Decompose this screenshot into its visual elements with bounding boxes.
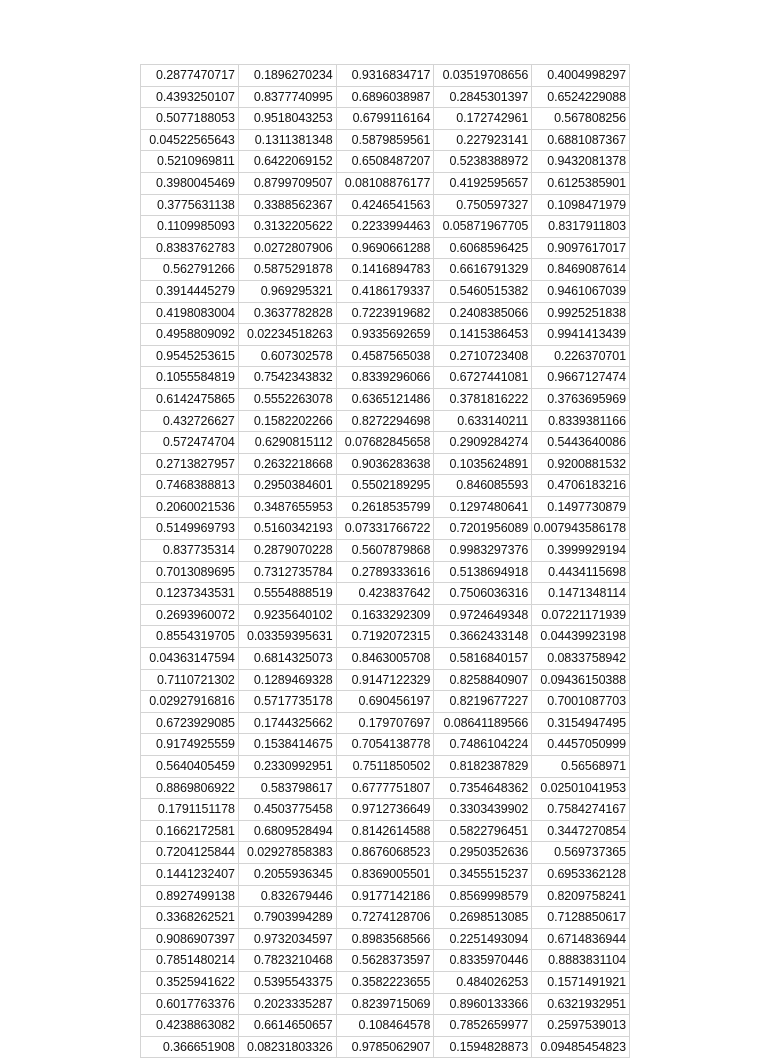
table-cell[interactable]: 0.1098471979: [532, 194, 630, 216]
table-cell[interactable]: 0.8554319705: [141, 626, 239, 648]
table-cell[interactable]: 0.7354648362: [434, 777, 532, 799]
table-cell[interactable]: 0.1471348114: [532, 583, 630, 605]
table-cell[interactable]: 0.0833758942: [532, 648, 630, 670]
table-cell[interactable]: 0.9316834717: [336, 65, 434, 87]
table-cell[interactable]: 0.2618535799: [336, 496, 434, 518]
table-cell[interactable]: 0.2330992951: [238, 756, 336, 778]
table-cell[interactable]: 0.4186179337: [336, 280, 434, 302]
data-table: [140, 64, 630, 1058]
table-cell[interactable]: 0.6714836944: [532, 928, 630, 950]
table-cell[interactable]: 0.5443640086: [532, 432, 630, 454]
table-cell[interactable]: 0.7274128706: [336, 907, 434, 929]
table-cell[interactable]: 0.8676068523: [336, 842, 434, 864]
table-cell[interactable]: 0.9174925559: [141, 734, 239, 756]
table-row: [141, 734, 630, 756]
table-cell[interactable]: 0.8927499138: [141, 885, 239, 907]
table-cell[interactable]: 0.3637782828: [238, 302, 336, 324]
table-cell[interactable]: 0.9235640102: [238, 604, 336, 626]
table-cell[interactable]: 0.08108876177: [336, 172, 434, 194]
table-cell[interactable]: 0.9177142186: [336, 885, 434, 907]
table-cell[interactable]: 0.7001087703: [532, 691, 630, 713]
table-cell[interactable]: 0.5460515382: [434, 280, 532, 302]
table-cell[interactable]: 0.1055584819: [141, 367, 239, 389]
table-cell[interactable]: 0.846085593: [434, 475, 532, 497]
table-cell[interactable]: 0.04522565643: [141, 129, 239, 151]
table-cell[interactable]: 0.9732034597: [238, 928, 336, 950]
table-cell[interactable]: 0.8960133366: [434, 993, 532, 1015]
table-cell[interactable]: 0.750597327: [434, 194, 532, 216]
table-cell[interactable]: 0.690456197: [336, 691, 434, 713]
table-cell[interactable]: 0.3914445279: [141, 280, 239, 302]
table-row: [141, 453, 630, 475]
table-cell[interactable]: 0.366651908: [141, 1036, 239, 1058]
table-cell[interactable]: 0.8883831104: [532, 950, 630, 972]
table-cell[interactable]: 0.03519708656: [434, 65, 532, 87]
table-cell[interactable]: 0.4198083004: [141, 302, 239, 324]
table-cell[interactable]: 0.8239715069: [336, 993, 434, 1015]
table-cell[interactable]: 0.484026253: [434, 971, 532, 993]
table-cell[interactable]: 0.3132205622: [238, 216, 336, 238]
table-cell[interactable]: 0.1571491921: [532, 971, 630, 993]
table-cell[interactable]: 0.4192595657: [434, 172, 532, 194]
table-cell[interactable]: 0.3455515237: [434, 863, 532, 885]
table-row: [141, 604, 630, 626]
table-cell[interactable]: 0.8272294698: [336, 410, 434, 432]
table-row: [141, 907, 630, 929]
table-cell[interactable]: 0.8219677227: [434, 691, 532, 713]
table-row: [141, 86, 630, 108]
table-cell[interactable]: 0.6365121486: [336, 388, 434, 410]
table-cell[interactable]: 0.5160342193: [238, 518, 336, 540]
table-cell[interactable]: 0.1582202266: [238, 410, 336, 432]
table-row: [141, 820, 630, 842]
table-body: [141, 65, 630, 1058]
table-cell[interactable]: 0.432726627: [141, 410, 239, 432]
table-cell[interactable]: 0.7204125844: [141, 842, 239, 864]
table-cell[interactable]: 0.5149969793: [141, 518, 239, 540]
table-cell[interactable]: 0.5875291878: [238, 259, 336, 281]
table-cell[interactable]: 0.4503775458: [238, 799, 336, 821]
table-cell[interactable]: 0.7128850617: [532, 907, 630, 929]
table-cell[interactable]: 0.6616791329: [434, 259, 532, 281]
table-row: [141, 151, 630, 173]
table-cell[interactable]: 0.7506036316: [434, 583, 532, 605]
table-cell[interactable]: 0.633140211: [434, 410, 532, 432]
table-cell[interactable]: 0.4004998297: [532, 65, 630, 87]
table-cell[interactable]: 0.8369005501: [336, 863, 434, 885]
table-row: [141, 367, 630, 389]
table-cell[interactable]: 0.2950352636: [434, 842, 532, 864]
table-cell[interactable]: 0.6142475865: [141, 388, 239, 410]
table-row: [141, 1015, 630, 1037]
table-cell[interactable]: 0.5717735178: [238, 691, 336, 713]
table-cell[interactable]: 0.4434115698: [532, 561, 630, 583]
table-cell[interactable]: 0.7852659977: [434, 1015, 532, 1037]
table-cell[interactable]: 0.837735314: [141, 540, 239, 562]
table-row: [141, 194, 630, 216]
table-row: [141, 540, 630, 562]
table-cell[interactable]: 0.1416894783: [336, 259, 434, 281]
table-cell[interactable]: 0.226370701: [532, 345, 630, 367]
table-cell[interactable]: 0.5607879868: [336, 540, 434, 562]
table-cell[interactable]: 0.7542343832: [238, 367, 336, 389]
table-cell[interactable]: 0.5395543375: [238, 971, 336, 993]
table-cell[interactable]: 0.8335970446: [434, 950, 532, 972]
table-row: [141, 842, 630, 864]
table-row: [141, 669, 630, 691]
table-cell[interactable]: 0.6727441081: [434, 367, 532, 389]
table-row: [141, 129, 630, 151]
table-row: [141, 259, 630, 281]
table-row: [141, 863, 630, 885]
table-cell[interactable]: 0.6125385901: [532, 172, 630, 194]
table-cell[interactable]: 0.3368262521: [141, 907, 239, 929]
table-row: [141, 950, 630, 972]
table-cell[interactable]: 0.6814325073: [238, 648, 336, 670]
table-row: [141, 583, 630, 605]
table-cell[interactable]: 0.2845301397: [434, 86, 532, 108]
table-cell[interactable]: 0.6881087367: [532, 129, 630, 151]
table-cell[interactable]: 0.7851480214: [141, 950, 239, 972]
table-cell[interactable]: 0.4706183216: [532, 475, 630, 497]
table-cell[interactable]: 0.8983568566: [336, 928, 434, 950]
table-cell[interactable]: 0.07331766722: [336, 518, 434, 540]
table-cell[interactable]: 0.9983297376: [434, 540, 532, 562]
table-cell[interactable]: 0.5640405459: [141, 756, 239, 778]
table-cell[interactable]: 0.02501041953: [532, 777, 630, 799]
table-cell[interactable]: 0.2879070228: [238, 540, 336, 562]
table-cell[interactable]: 0.7823210468: [238, 950, 336, 972]
table-cell[interactable]: 0.5879859561: [336, 129, 434, 151]
table-cell[interactable]: 0.7511850502: [336, 756, 434, 778]
table-row: [141, 691, 630, 713]
table-cell[interactable]: 0.3447270854: [532, 820, 630, 842]
table-cell[interactable]: 0.562791266: [141, 259, 239, 281]
table-cell[interactable]: 0.3781816222: [434, 388, 532, 410]
table-row: [141, 993, 630, 1015]
table-cell[interactable]: 0.1415386453: [434, 324, 532, 346]
table-cell[interactable]: 0.0272807906: [238, 237, 336, 259]
table-cell[interactable]: 0.8339296066: [336, 367, 434, 389]
table-cell[interactable]: 0.8869806922: [141, 777, 239, 799]
table-cell[interactable]: 0.5210969811: [141, 151, 239, 173]
table-cell[interactable]: 0.4246541563: [336, 194, 434, 216]
table-row: [141, 885, 630, 907]
table-cell[interactable]: 0.1297480641: [434, 496, 532, 518]
table-cell[interactable]: 0.2233994463: [336, 216, 434, 238]
table-cell[interactable]: 0.1109985093: [141, 216, 239, 238]
table-cell[interactable]: 0.6290815112: [238, 432, 336, 454]
table-cell[interactable]: 0.8182387829: [434, 756, 532, 778]
table-cell[interactable]: 0.2710723408: [434, 345, 532, 367]
table-cell[interactable]: 0.09485454823: [532, 1036, 630, 1058]
table-cell[interactable]: 0.2408385066: [434, 302, 532, 324]
table-cell[interactable]: 0.3980045469: [141, 172, 239, 194]
table-cell[interactable]: 0.8383762783: [141, 237, 239, 259]
table-row: [141, 108, 630, 130]
table-cell[interactable]: 0.4587565038: [336, 345, 434, 367]
table-cell[interactable]: 0.9461067039: [532, 280, 630, 302]
table-cell[interactable]: 0.05871967705: [434, 216, 532, 238]
table-cell[interactable]: 0.6422069152: [238, 151, 336, 173]
table-cell[interactable]: 0.02234518263: [238, 324, 336, 346]
table-cell[interactable]: 0.6896038987: [336, 86, 434, 108]
table-cell[interactable]: 0.227923141: [434, 129, 532, 151]
table-cell[interactable]: 0.172742961: [434, 108, 532, 130]
table-cell[interactable]: 0.8142614588: [336, 820, 434, 842]
table-cell[interactable]: 0.9335692659: [336, 324, 434, 346]
table-row: [141, 799, 630, 821]
table-cell[interactable]: 0.1538414675: [238, 734, 336, 756]
table-cell[interactable]: 0.1497730879: [532, 496, 630, 518]
table-cell[interactable]: 0.6614650657: [238, 1015, 336, 1037]
table-cell[interactable]: 0.423837642: [336, 583, 434, 605]
table-cell[interactable]: 0.7192072315: [336, 626, 434, 648]
table-cell[interactable]: 0.3154947495: [532, 712, 630, 734]
table-cell[interactable]: 0.1289469328: [238, 669, 336, 691]
table-cell[interactable]: 0.5238388972: [434, 151, 532, 173]
table-cell[interactable]: 0.4457050999: [532, 734, 630, 756]
table-cell[interactable]: 0.5554888519: [238, 583, 336, 605]
table-cell[interactable]: 0.9690661288: [336, 237, 434, 259]
table-cell[interactable]: 0.6524229088: [532, 86, 630, 108]
table-row: [141, 280, 630, 302]
table-cell[interactable]: 0.9097617017: [532, 237, 630, 259]
table-cell[interactable]: 0.8209758241: [532, 885, 630, 907]
table-cell[interactable]: 0.09436150388: [532, 669, 630, 691]
table-cell[interactable]: 0.5138694918: [434, 561, 532, 583]
table-row: [141, 756, 630, 778]
table-cell[interactable]: 0.2713827957: [141, 453, 239, 475]
table-cell[interactable]: 0.572474704: [141, 432, 239, 454]
table-row: [141, 561, 630, 583]
table-cell[interactable]: 0.8463005708: [336, 648, 434, 670]
table-cell[interactable]: 0.7013089695: [141, 561, 239, 583]
table-cell[interactable]: 0.9518043253: [238, 108, 336, 130]
table-cell[interactable]: 0.3763695969: [532, 388, 630, 410]
table-cell[interactable]: 0.3525941622: [141, 971, 239, 993]
table-cell[interactable]: 0.6017763376: [141, 993, 239, 1015]
table-cell[interactable]: 0.8339381166: [532, 410, 630, 432]
table-cell[interactable]: 0.567808256: [532, 108, 630, 130]
table-cell[interactable]: 0.56568971: [532, 756, 630, 778]
table-cell[interactable]: 0.9432081378: [532, 151, 630, 173]
table-cell[interactable]: 0.08641189566: [434, 712, 532, 734]
table-cell[interactable]: 0.04439923198: [532, 626, 630, 648]
table-cell[interactable]: 0.8258840907: [434, 669, 532, 691]
table-cell[interactable]: 0.9712736649: [336, 799, 434, 821]
table-cell[interactable]: 0.2632218668: [238, 453, 336, 475]
table-cell[interactable]: 0.9086907397: [141, 928, 239, 950]
table-cell[interactable]: 0.8569998579: [434, 885, 532, 907]
table-cell[interactable]: 0.569737365: [532, 842, 630, 864]
table-cell[interactable]: 0.7312735784: [238, 561, 336, 583]
table-cell[interactable]: 0.02927916816: [141, 691, 239, 713]
table-row: [141, 928, 630, 950]
table-row: [141, 971, 630, 993]
table-cell[interactable]: 0.04363147594: [141, 648, 239, 670]
table-cell[interactable]: 0.6953362128: [532, 863, 630, 885]
table-cell[interactable]: 0.832679446: [238, 885, 336, 907]
table-cell[interactable]: 0.9941413439: [532, 324, 630, 346]
table-cell[interactable]: 0.5077188053: [141, 108, 239, 130]
table-cell[interactable]: 0.607302578: [238, 345, 336, 367]
table-cell[interactable]: 0.2597539013: [532, 1015, 630, 1037]
table-cell[interactable]: 0.9036283638: [336, 453, 434, 475]
table-cell[interactable]: 0.08231803326: [238, 1036, 336, 1058]
table-row: [141, 712, 630, 734]
table-cell[interactable]: 0.9545253615: [141, 345, 239, 367]
table-row: [141, 172, 630, 194]
table-row: [141, 388, 630, 410]
table-cell[interactable]: 0.5628373597: [336, 950, 434, 972]
table-cell[interactable]: 0.2698513085: [434, 907, 532, 929]
table-cell[interactable]: 0.6068596425: [434, 237, 532, 259]
table-cell[interactable]: 0.7110721302: [141, 669, 239, 691]
table-cell[interactable]: 0.3662433148: [434, 626, 532, 648]
table-row: [141, 324, 630, 346]
table-cell[interactable]: 0.9667127474: [532, 367, 630, 389]
table-cell[interactable]: 0.3388562367: [238, 194, 336, 216]
table-cell[interactable]: 0.5502189295: [336, 475, 434, 497]
table-row: [141, 648, 630, 670]
table-cell[interactable]: 0.4238863082: [141, 1015, 239, 1037]
table-row: [141, 626, 630, 648]
table-cell[interactable]: 0.7223919682: [336, 302, 434, 324]
table-cell[interactable]: 0.6809528494: [238, 820, 336, 842]
table-cell[interactable]: 0.9147122329: [336, 669, 434, 691]
table-cell[interactable]: 0.07221171939: [532, 604, 630, 626]
table-cell[interactable]: 0.8799709507: [238, 172, 336, 194]
table-row: [141, 216, 630, 238]
table-cell[interactable]: 0.583798617: [238, 777, 336, 799]
table-cell[interactable]: 0.6321932951: [532, 993, 630, 1015]
table-cell[interactable]: 0.2909284274: [434, 432, 532, 454]
table-cell[interactable]: 0.7201956089: [434, 518, 532, 540]
table-cell[interactable]: 0.2023335287: [238, 993, 336, 1015]
table-row: [141, 237, 630, 259]
table-cell[interactable]: 0.3487655953: [238, 496, 336, 518]
table-cell[interactable]: 0.969295321: [238, 280, 336, 302]
table-cell[interactable]: 0.7903994289: [238, 907, 336, 929]
table-cell[interactable]: 0.7486104224: [434, 734, 532, 756]
table-cell[interactable]: 0.2060021536: [141, 496, 239, 518]
table-cell[interactable]: 0.1662172581: [141, 820, 239, 842]
table-cell[interactable]: 0.1441232407: [141, 863, 239, 885]
table-cell[interactable]: 0.1791151178: [141, 799, 239, 821]
table-cell[interactable]: 0.2251493094: [434, 928, 532, 950]
table-row: [141, 518, 630, 540]
table-cell[interactable]: 0.108464578: [336, 1015, 434, 1037]
table-cell[interactable]: 0.07682845658: [336, 432, 434, 454]
table-cell[interactable]: 0.179707697: [336, 712, 434, 734]
table-row: [141, 410, 630, 432]
table-cell[interactable]: 0.5552263078: [238, 388, 336, 410]
table-cell[interactable]: 0.3999929194: [532, 540, 630, 562]
table-cell[interactable]: 0.9200881532: [532, 453, 630, 475]
table-cell[interactable]: 0.3775631138: [141, 194, 239, 216]
table-cell[interactable]: 0.2789333616: [336, 561, 434, 583]
table-cell[interactable]: 0.9925251838: [532, 302, 630, 324]
table-row: [141, 432, 630, 454]
table-cell[interactable]: 0.1744325662: [238, 712, 336, 734]
table-row: [141, 302, 630, 324]
table-cell[interactable]: 0.1237343531: [141, 583, 239, 605]
table-cell[interactable]: 0.3303439902: [434, 799, 532, 821]
table-row: [141, 496, 630, 518]
table-cell[interactable]: 0.5816840157: [434, 648, 532, 670]
table-cell[interactable]: 0.1633292309: [336, 604, 434, 626]
table-row: [141, 475, 630, 497]
table-cell[interactable]: 0.3582223655: [336, 971, 434, 993]
table-cell[interactable]: 0.7468388813: [141, 475, 239, 497]
table-cell[interactable]: 0.6777751807: [336, 777, 434, 799]
table-row: [141, 1036, 630, 1058]
table-cell[interactable]: 0.03359395631: [238, 626, 336, 648]
table-cell[interactable]: 0.5822796451: [434, 820, 532, 842]
table-cell[interactable]: 0.6799116164: [336, 108, 434, 130]
table-cell[interactable]: 0.9785062907: [336, 1036, 434, 1058]
table-row: [141, 345, 630, 367]
table-cell[interactable]: 0.6508487207: [336, 151, 434, 173]
table-row: [141, 777, 630, 799]
table-cell[interactable]: 0.7054138778: [336, 734, 434, 756]
table-cell[interactable]: 0.8469087614: [532, 259, 630, 281]
table-cell[interactable]: 0.1594828873: [434, 1036, 532, 1058]
table-cell[interactable]: 0.4393250107: [141, 86, 239, 108]
table-row: [141, 65, 630, 87]
table-cell[interactable]: 0.2055936345: [238, 863, 336, 885]
table-cell[interactable]: 0.2950384601: [238, 475, 336, 497]
table-cell[interactable]: 0.007943586178: [532, 518, 630, 540]
table-cell[interactable]: 0.8377740995: [238, 86, 336, 108]
table-cell[interactable]: 0.4958809092: [141, 324, 239, 346]
table-cell[interactable]: 0.9724649348: [434, 604, 532, 626]
table-cell[interactable]: 0.7584274167: [532, 799, 630, 821]
table-cell[interactable]: 0.1035624891: [434, 453, 532, 475]
table-cell[interactable]: 0.8317911803: [532, 216, 630, 238]
table-cell[interactable]: 0.1311381348: [238, 129, 336, 151]
table-cell[interactable]: 0.2693960072: [141, 604, 239, 626]
table-cell[interactable]: 0.2877470717: [141, 65, 239, 87]
table-cell[interactable]: 0.02927858383: [238, 842, 336, 864]
table-cell[interactable]: 0.1896270234: [238, 65, 336, 87]
table-cell[interactable]: 0.6723929085: [141, 712, 239, 734]
